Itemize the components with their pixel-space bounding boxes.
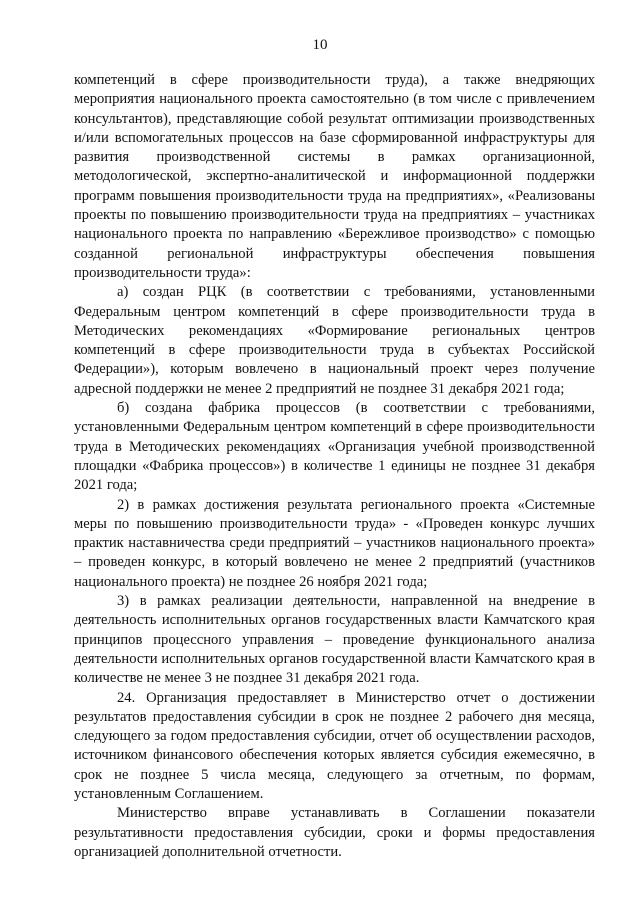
paragraph-item-2: 2) в рамках достижения результата регионального проекта «Системные меры по повышению производительности труда» - «Проведен конкурс лучших практик наставничества среди предприятий – участников национального проекта» – проведен конкурс, в который вовлечено не менее 2 предприятий (участников национального проекта) не позднее 26 ноября 2021 года; [74,496,595,590]
paragraph-clause-24: 24. Организация предоставляет в Министерство отчет о достижении результатов предоставления субсидии в срок не позднее 2 рабочего дня месяца, следующего за годом предоставления субсидии, отчет об осуществлении расходов, источником финансового обеспечения которых является субсидия ежемесячно, в срок не позднее 5 числа месяца, следующего за отчетным, по формам, установленным Соглашением. [74,689,595,802]
paragraph-item-3: 3) в рамках реализации деятельности, направленной на внедрение в деятельность исполнительных органов государственных власти Камчатского края принципов процессного управления – проведение функционального анализа деятельности исполнительных органов государственной власти Камчатского края в количестве не менее 3 не позднее 31 декабря 2021 года. [74,593,595,687]
document-body [74,71,595,862]
paragraph-item-a: а) создан РЦК (в соответствии с требованиями, установленными Федеральным центром компетенций в сфере производительности труда в Методических рекомендациях «Формирование региональных центров компетенций в сфере производительности труда в субъектах Российской Федерации»), которым вовлечено в национальный проект через получение адресной поддержки не менее 2 предприятий не позднее 31 декабря 2021 года; [74,284,595,397]
paragraph-ministry-rights: Министерство вправе устанавливать в Соглашении показатели результативности предоставления субсидии, сроки и формы предоставления организацией дополнительной отчетности. [74,805,595,860]
paragraph-item-b: б) создана фабрика процессов (в соответствии с требованиями, установленными Федеральным центром компетенций в сфере производительности труда в Методических рекомендациях «Организация учебной производственной площадки «Фабрика процессов») в количестве 1 единицы не позднее 31 декабря 2021 года; [74,400,595,494]
page-number: 10 [312,37,328,53]
paragraph-continuation: компетенций в сфере производительности труда), а также внедряющих мероприятия национального проекта самостоятельно (в том числе с привлечением консультантов), представляющие собой результат оптимизации производственных и/или вспомогательных процессов на базе сформированной инфраструктуры для развития производственной системы в рамках организационной, методологической, экспертно-аналитической и информационной поддержки программ повышения производительности труда на предприятиях», «Реализованы проекты по повышению производительности труда на предприятиях – участниках национального проекта по направлению «Бережливое производство» с помощью созданной региональной инфраструктуры обеспечения повышения производительности труда»: [74,72,595,281]
